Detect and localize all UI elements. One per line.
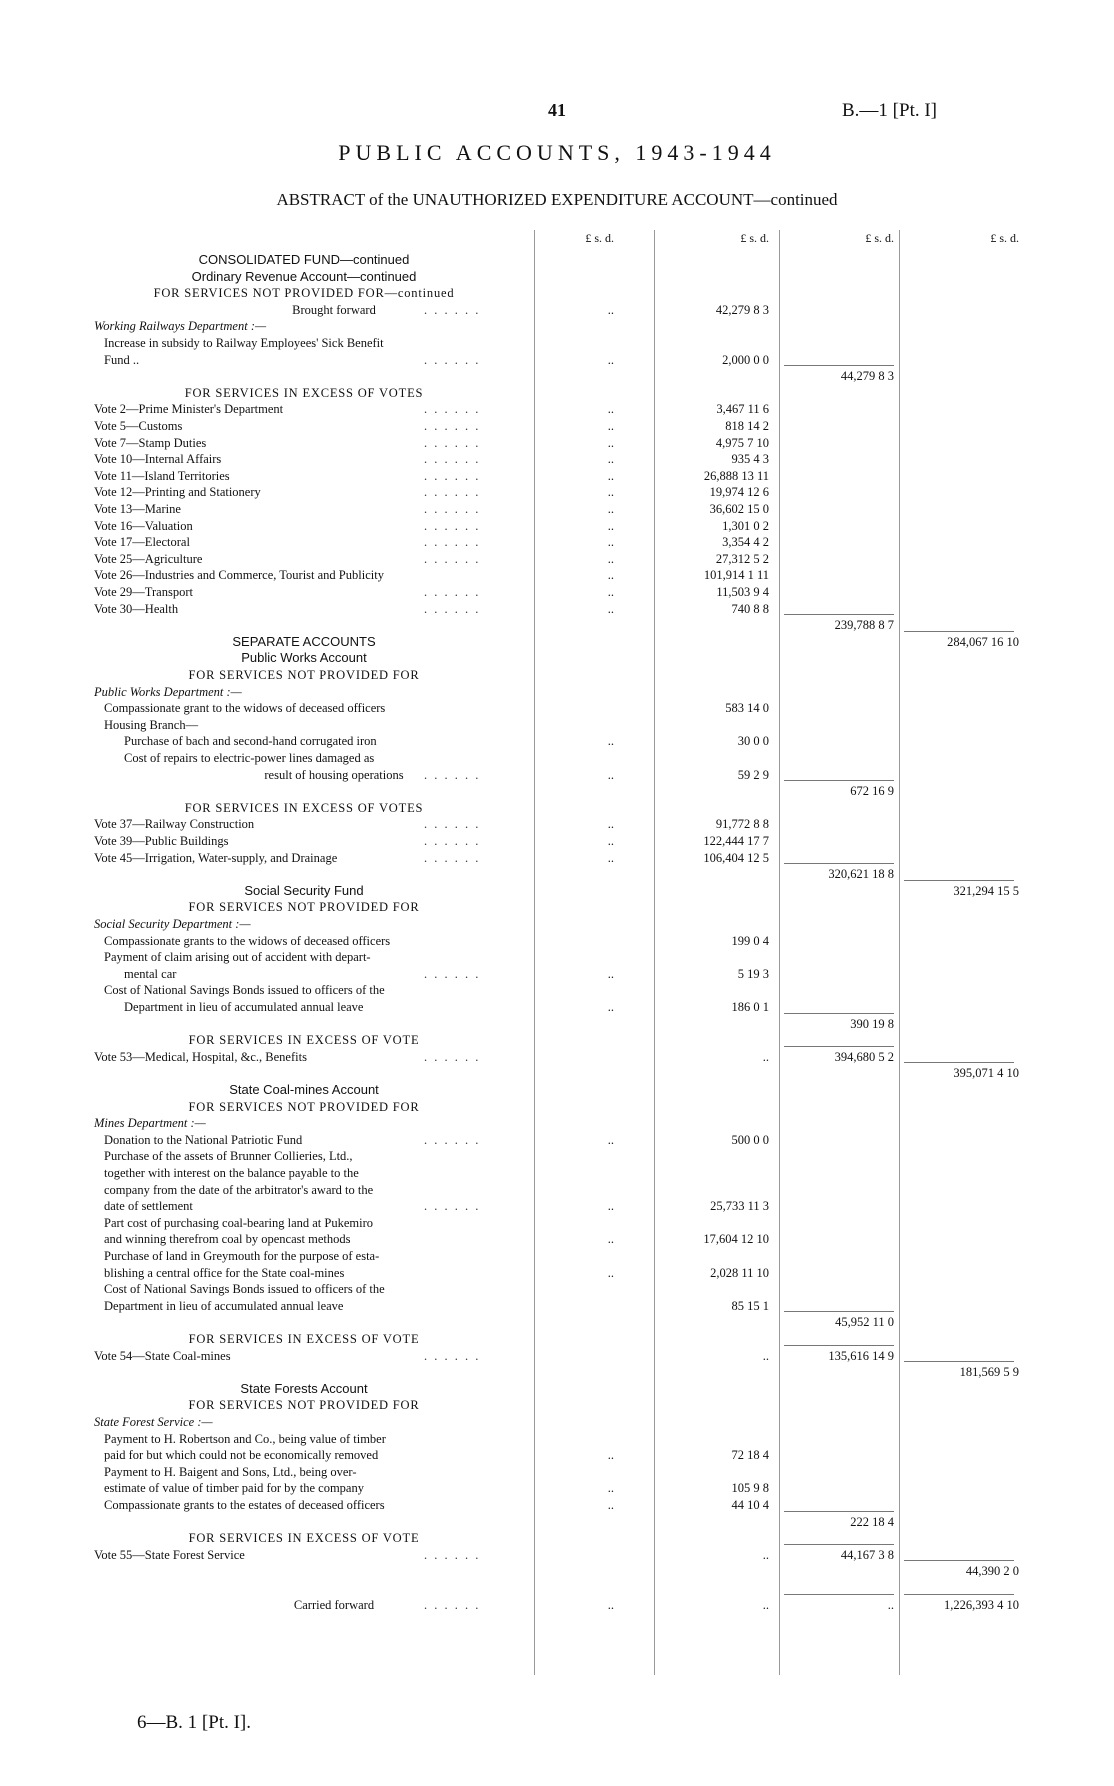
row-label: State Forest Service :— [94,1415,213,1429]
row-label: Donation to the National Patriotic Fund [104,1132,303,1147]
amount-cell: 222 18 4 [850,1514,894,1529]
table-row [94,1065,1024,1081]
amount-cell: 17,604 12 10 [703,1232,769,1247]
amount-cell: .. [607,734,614,749]
table-row [94,1231,1024,1247]
row-label: Vote 29—Transport [94,585,193,599]
row-label: Social Security Department :— [94,917,251,931]
amount-cell: .. [607,1199,614,1214]
amount-cell: 321,294 15 5 [953,883,1019,898]
amount-cell: .. [607,1597,614,1612]
table-row [94,302,1024,318]
row-label: Vote 13—Marine [94,502,181,516]
row-label: FOR SERVICES IN EXCESS OF VOTE [188,1033,420,1048]
leader-dots: . . . . . . [424,435,481,450]
row-label: FOR SERVICES IN EXCESS OF VOTE [188,1332,420,1346]
subtotal-rule [784,863,894,864]
leader-dots: . . . . . . [424,850,481,865]
column-header: £ s. d. [990,231,1019,245]
document-subtitle: ABSTRACT of the UNAUTHORIZED EXPENDITURE ACCOUNT—continued [276,190,838,209]
row-label: together with interest on the balance payable to the [104,1166,359,1180]
row-label: Ordinary Revenue Account—continued [191,268,417,284]
row-label: Vote 12—Printing and Stationery [94,485,261,500]
subtotal-rule [784,1594,894,1595]
table-row [94,1480,1024,1496]
row-label: Vote 55—State Forest Service [94,1547,245,1562]
row-label: Cost of National Savings Bonds issued to officers of the [104,983,385,998]
row-label: SEPARATE ACCOUNTS [232,633,376,649]
table-row [94,1447,1024,1463]
amount-cell: .. [607,585,614,599]
row-label: paid for but which could not be economically removed [104,1448,379,1463]
amount-cell: 42,279 8 3 [715,302,769,317]
table-row [94,385,1024,401]
amount-cell: .. [762,1348,769,1363]
amount-cell: .. [762,1597,769,1612]
table-row [94,1514,1024,1530]
table-row [94,899,1024,915]
table-row [94,1381,1024,1397]
leader-dots: . . . . . . [424,452,481,467]
amount-cell: 1,226,393 4 10 [944,1597,1019,1612]
leader-dots: . . . . . . [424,1348,481,1363]
column-header-row [94,230,1024,246]
table-row [94,1348,1024,1364]
table-row [94,1132,1024,1148]
amount-cell: .. [607,435,614,450]
row-label: Public Works Department :— [94,684,242,699]
row-label: State Coal-mines Account [229,1082,379,1097]
amount-cell: .. [607,1498,614,1512]
subtotal-rule [784,1345,894,1346]
table-row [94,1414,1024,1430]
table-row [94,401,1024,417]
amount-cell: 44,279 8 3 [840,369,894,384]
table-row [94,1265,1024,1281]
row-label: Vote 16—Valuation [94,518,193,533]
subtotal-rule [784,365,894,366]
amount-cell: .. [607,850,614,865]
table-row [94,916,1024,932]
table-row [94,650,1024,666]
row-label: Payment to H. Baigent and Sons, Ltd., being over- [104,1464,357,1479]
table-row [94,982,1024,998]
amount-cell: .. [607,551,614,566]
table-row [94,883,1024,899]
amount-cell: 395,071 4 10 [953,1066,1019,1081]
leader-dots: . . . . . . [424,535,481,550]
table-row [94,733,1024,749]
amount-cell: 19,974 12 6 [709,485,769,500]
table-row [94,684,1024,700]
amount-cell: 740 8 8 [731,601,769,616]
amount-cell: 394,680 5 2 [834,1049,894,1064]
row-label: Compassionate grants to the estates of deceased officers [104,1498,385,1512]
row-label: mental car [124,966,177,981]
subtotal-rule [904,1594,1014,1595]
row-label: FOR SERVICES NOT PROVIDED FOR [188,900,420,915]
row-label: Cost of National Savings Bonds issued to officers of the [104,1282,385,1297]
subtotal-rule [904,880,1014,881]
leader-dots: . . . . . . [424,1132,481,1147]
row-label: Public Works Account [241,650,367,666]
row-label: Vote 7—Stamp Duties [94,435,207,450]
amount-cell: .. [607,518,614,533]
amount-cell: .. [607,767,614,782]
amount-cell: 11,503 9 4 [716,585,769,599]
row-label: Department in lieu of accumulated annual leave [124,1000,364,1014]
leader-dots: . . . . . . [424,601,481,616]
subtotal-rule [784,1046,894,1047]
subtotal-rule [784,1511,894,1512]
row-label: Purchase of the assets of Brunner Collieries, Ltd., [104,1149,353,1164]
amount-cell: .. [607,535,614,550]
table-row [94,335,1024,351]
amount-cell: 239,788 8 7 [834,618,894,633]
leader-dots: . . . . . . [424,1597,481,1612]
amount-cell: 3,467 11 6 [716,402,769,417]
row-label: Vote 5—Customs [94,419,183,433]
table-row [94,468,1024,484]
row-label: company from the date of the arbitrator's award to the [104,1182,374,1197]
table-row [94,435,1024,451]
table-row [94,866,1024,882]
table-row [94,484,1024,500]
table-row [94,1597,1024,1613]
table-row [94,1198,1024,1214]
row-label: Vote 39—Public Buildings [94,834,229,848]
row-label: Mines Department :— [94,1116,206,1131]
amount-cell: .. [607,352,614,367]
table-row [94,1115,1024,1131]
row-label: Purchase of bach and second-hand corrugated iron [124,734,377,749]
table-row [94,1148,1024,1164]
amount-cell: 105 9 8 [731,1481,769,1496]
table-row [94,1431,1024,1447]
row-label: Carried forward [293,1597,375,1612]
row-label: date of settlement [104,1199,193,1214]
amount-cell: 284,067 16 10 [947,634,1019,649]
column-header: £ s. d. [585,231,614,245]
table-row [94,1049,1024,1065]
leader-dots: . . . . . . [424,468,481,483]
amount-cell: 1,301 0 2 [722,518,769,533]
amount-cell: 199 0 4 [731,933,769,948]
table-row [94,949,1024,965]
row-label: Vote 26—Industries and Commerce, Tourist and Publicity [94,568,384,583]
row-label: Working Railways Department :— [94,319,267,334]
amount-cell: .. [607,402,614,417]
amount-cell: 818 14 2 [725,419,769,433]
table-row [94,933,1024,949]
amount-cell: 935 4 3 [731,452,769,467]
leader-dots: . . . . . . [424,551,481,566]
amount-cell: 4,975 7 10 [715,435,769,450]
subtotal-rule [784,1013,894,1014]
page-footer: 6—B. 1 [Pt. I]. [137,1712,251,1733]
table-row [94,285,1024,301]
table-row [94,1248,1024,1264]
page-number: 41 [548,100,566,120]
amount-cell: .. [607,485,614,500]
table-row [94,700,1024,716]
table-row [94,617,1024,633]
amount-cell: 106,404 12 5 [703,850,769,865]
row-label: Vote 53—Medical, Hospital, &c., Benefits [94,1049,307,1064]
row-label: Vote 17—Electoral [94,535,190,550]
amount-cell: .. [607,452,614,467]
amount-cell: 26,888 13 11 [703,468,769,483]
table-row [94,368,1024,384]
amount-cell: .. [607,1132,614,1147]
amount-cell: .. [607,468,614,483]
row-label: Vote 25—Agriculture [94,551,203,566]
amount-cell: .. [607,302,614,317]
row-label: Vote 30—Health [94,601,179,616]
table-row [94,501,1024,517]
amount-cell: 25,733 11 3 [710,1199,769,1214]
amount-cell: 45,952 11 0 [835,1315,894,1330]
amount-cell: 122,444 17 7 [703,834,769,848]
amount-cell: 181,569 5 9 [959,1365,1019,1380]
amount-cell: .. [607,1448,614,1463]
table-row [94,567,1024,583]
row-label: and winning therefrom coal by opencast methods [104,1232,351,1247]
row-label: Department in lieu of accumulated annual leave [104,1298,344,1313]
amount-cell: 3,354 4 2 [722,535,769,550]
leader-dots: . . . . . . [424,834,481,848]
table-row [94,418,1024,434]
leader-dots: . . . . . . [424,1547,481,1562]
leader-dots: . . . . . . [424,518,481,533]
amount-cell: 44 10 4 [731,1498,769,1512]
table-row [94,1397,1024,1413]
row-label: FOR SERVICES NOT PROVIDED FOR—continued [153,286,455,301]
amount-cell: 5 19 3 [737,966,769,981]
amount-cell: .. [762,1547,769,1562]
row-label: CONSOLIDATED FUND—continued [198,252,410,267]
row-label: FOR SERVICES NOT PROVIDED FOR [188,668,420,682]
leader-dots: . . . . . . [424,502,481,516]
amount-cell: 91,772 8 8 [715,817,769,832]
amount-cell: 101,914 1 11 [703,568,769,583]
row-label: Vote 54—State Coal-mines [94,1348,231,1363]
row-label: FOR SERVICES NOT PROVIDED FOR [188,1398,420,1413]
table-row [94,667,1024,683]
subtotal-rule [784,614,894,615]
row-label: FOR SERVICES IN EXCESS OF VOTE [188,1531,420,1546]
amount-cell: 85 15 1 [731,1298,769,1313]
amount-cell: .. [607,1481,614,1496]
row-label: result of housing operations [264,767,404,782]
leader-dots: . . . . . . [424,1049,481,1064]
amount-cell: .. [762,1049,769,1064]
table-row [94,1364,1024,1380]
row-label: Compassionate grants to the widows of deceased officers [104,933,391,948]
amount-cell: 500 0 0 [731,1132,769,1147]
subtotal-rule [904,1062,1014,1063]
table-row [94,816,1024,832]
leader-dots: . . . . . . [424,352,481,367]
amount-cell: 44,167 3 8 [840,1547,894,1562]
amount-cell: .. [607,1265,614,1280]
table-row [94,800,1024,816]
leader-dots: . . . . . . [424,966,481,981]
leader-dots: . . . . . . [424,1199,481,1214]
row-label: Payment of claim arising out of accident with depart- [104,950,371,965]
subtotal-rule [904,1361,1014,1362]
amount-cell: 2,000 0 0 [722,352,769,367]
amount-cell: 320,621 18 8 [828,867,894,882]
table-row [94,1215,1024,1231]
table-row [94,1165,1024,1181]
row-label: Vote 45—Irrigation, Water-supply, and Drainage [94,850,338,865]
amount-cell: 72 18 4 [731,1448,769,1463]
amount-cell: 59 2 9 [737,767,769,782]
row-label: FOR SERVICES IN EXCESS OF VOTES [184,800,424,815]
row-label: Part cost of purchasing coal-bearing land at Pukemiro [104,1215,374,1230]
amount-cell: 390 19 8 [850,1016,894,1031]
table-row [94,1099,1024,1115]
amount-cell: .. [607,601,614,616]
amount-cell: 186 0 1 [731,1000,769,1014]
row-label: FOR SERVICES IN EXCESS OF VOTES [184,385,424,400]
column-header: £ s. d. [865,231,894,245]
amount-cell: .. [607,568,614,583]
table-row [94,1182,1024,1198]
leader-dots: . . . . . . [424,402,481,417]
column-header: £ s. d. [740,231,769,245]
amount-cell: 135,616 14 9 [828,1348,894,1363]
row-label: Brought forward [292,302,376,317]
amount-cell: .. [607,502,614,516]
amount-cell: .. [607,834,614,848]
amount-cell: .. [607,817,614,832]
row-label: Payment to H. Robertson and Co., being value of timber [104,1431,386,1446]
document-title: PUBLIC ACCOUNTS, 1943-1944 [338,140,776,165]
leader-dots: . . . . . . [424,302,481,317]
row-label: Fund .. [104,352,140,367]
leader-dots: . . . . . . [424,767,481,782]
table-row [94,269,1024,285]
table-row [94,252,1024,268]
row-label: Social Security Fund [244,882,364,898]
amount-cell: .. [607,1232,614,1247]
table-row [94,318,1024,334]
table-row [94,1464,1024,1480]
amount-cell: 2,028 11 10 [710,1265,769,1280]
subtotal-rule [904,631,1014,632]
subtotal-rule [784,780,894,781]
table-row [94,451,1024,467]
row-label: estimate of value of timber paid for by the company [104,1481,364,1496]
leader-dots: . . . . . . [424,817,481,832]
leader-dots: . . . . . . [424,485,481,500]
subtotal-rule [784,1544,894,1545]
amount-cell: 36,602 15 0 [709,502,769,516]
subtotal-rule [784,1311,894,1312]
table-row [94,1016,1024,1032]
amount-cell: 672 16 9 [850,784,894,799]
expenditure-table [94,230,1024,1675]
row-label: Compassionate grant to the widows of deceased officers [104,701,386,716]
leader-dots: . . . . . . [424,419,481,433]
row-label: Vote 2—Prime Minister's Department [94,402,284,417]
table-row [94,634,1024,650]
table-row [94,1281,1024,1297]
row-label: State Forests Account [240,1380,368,1396]
leader-dots: . . . . . . [424,585,481,599]
amount-cell: 27,312 5 2 [715,551,769,566]
amount-cell: 30 0 0 [737,734,769,749]
row-label: Cost of repairs to electric-power lines damaged as [124,751,375,765]
table-row [94,584,1024,600]
table-row [94,1547,1024,1563]
document-reference: B.—1 [Pt. I] [842,100,937,121]
table-row [94,750,1024,766]
subtotal-rule [904,1560,1014,1561]
table-row [94,551,1024,567]
table-row [94,1314,1024,1330]
row-label: Increase in subsidy to Railway Employees' Sick Benefit [104,336,384,350]
amount-cell: .. [887,1597,894,1612]
row-label: Vote 37—Railway Construction [94,817,255,832]
row-label: Housing Branch— [104,717,199,732]
row-label: FOR SERVICES NOT PROVIDED FOR [188,1099,420,1114]
amount-cell: .. [607,1000,614,1014]
table-row [94,518,1024,534]
row-label: Purchase of land in Greymouth for the purpose of esta- [104,1249,380,1263]
table-row [94,833,1024,849]
amount-cell: .. [607,419,614,433]
table-row [94,534,1024,550]
row-label: blishing a central office for the State coal-mines [104,1265,345,1280]
row-label: Vote 11—Island Territories [94,468,230,483]
table-row [94,1563,1024,1579]
table-row [94,783,1024,799]
row-label: Vote 10—Internal Affairs [94,452,222,467]
amount-cell: 44,390 2 0 [965,1564,1019,1579]
table-row [94,966,1024,982]
amount-cell: 583 14 0 [725,701,769,716]
amount-cell: .. [607,966,614,981]
table-row [94,1082,1024,1098]
table-row [94,717,1024,733]
